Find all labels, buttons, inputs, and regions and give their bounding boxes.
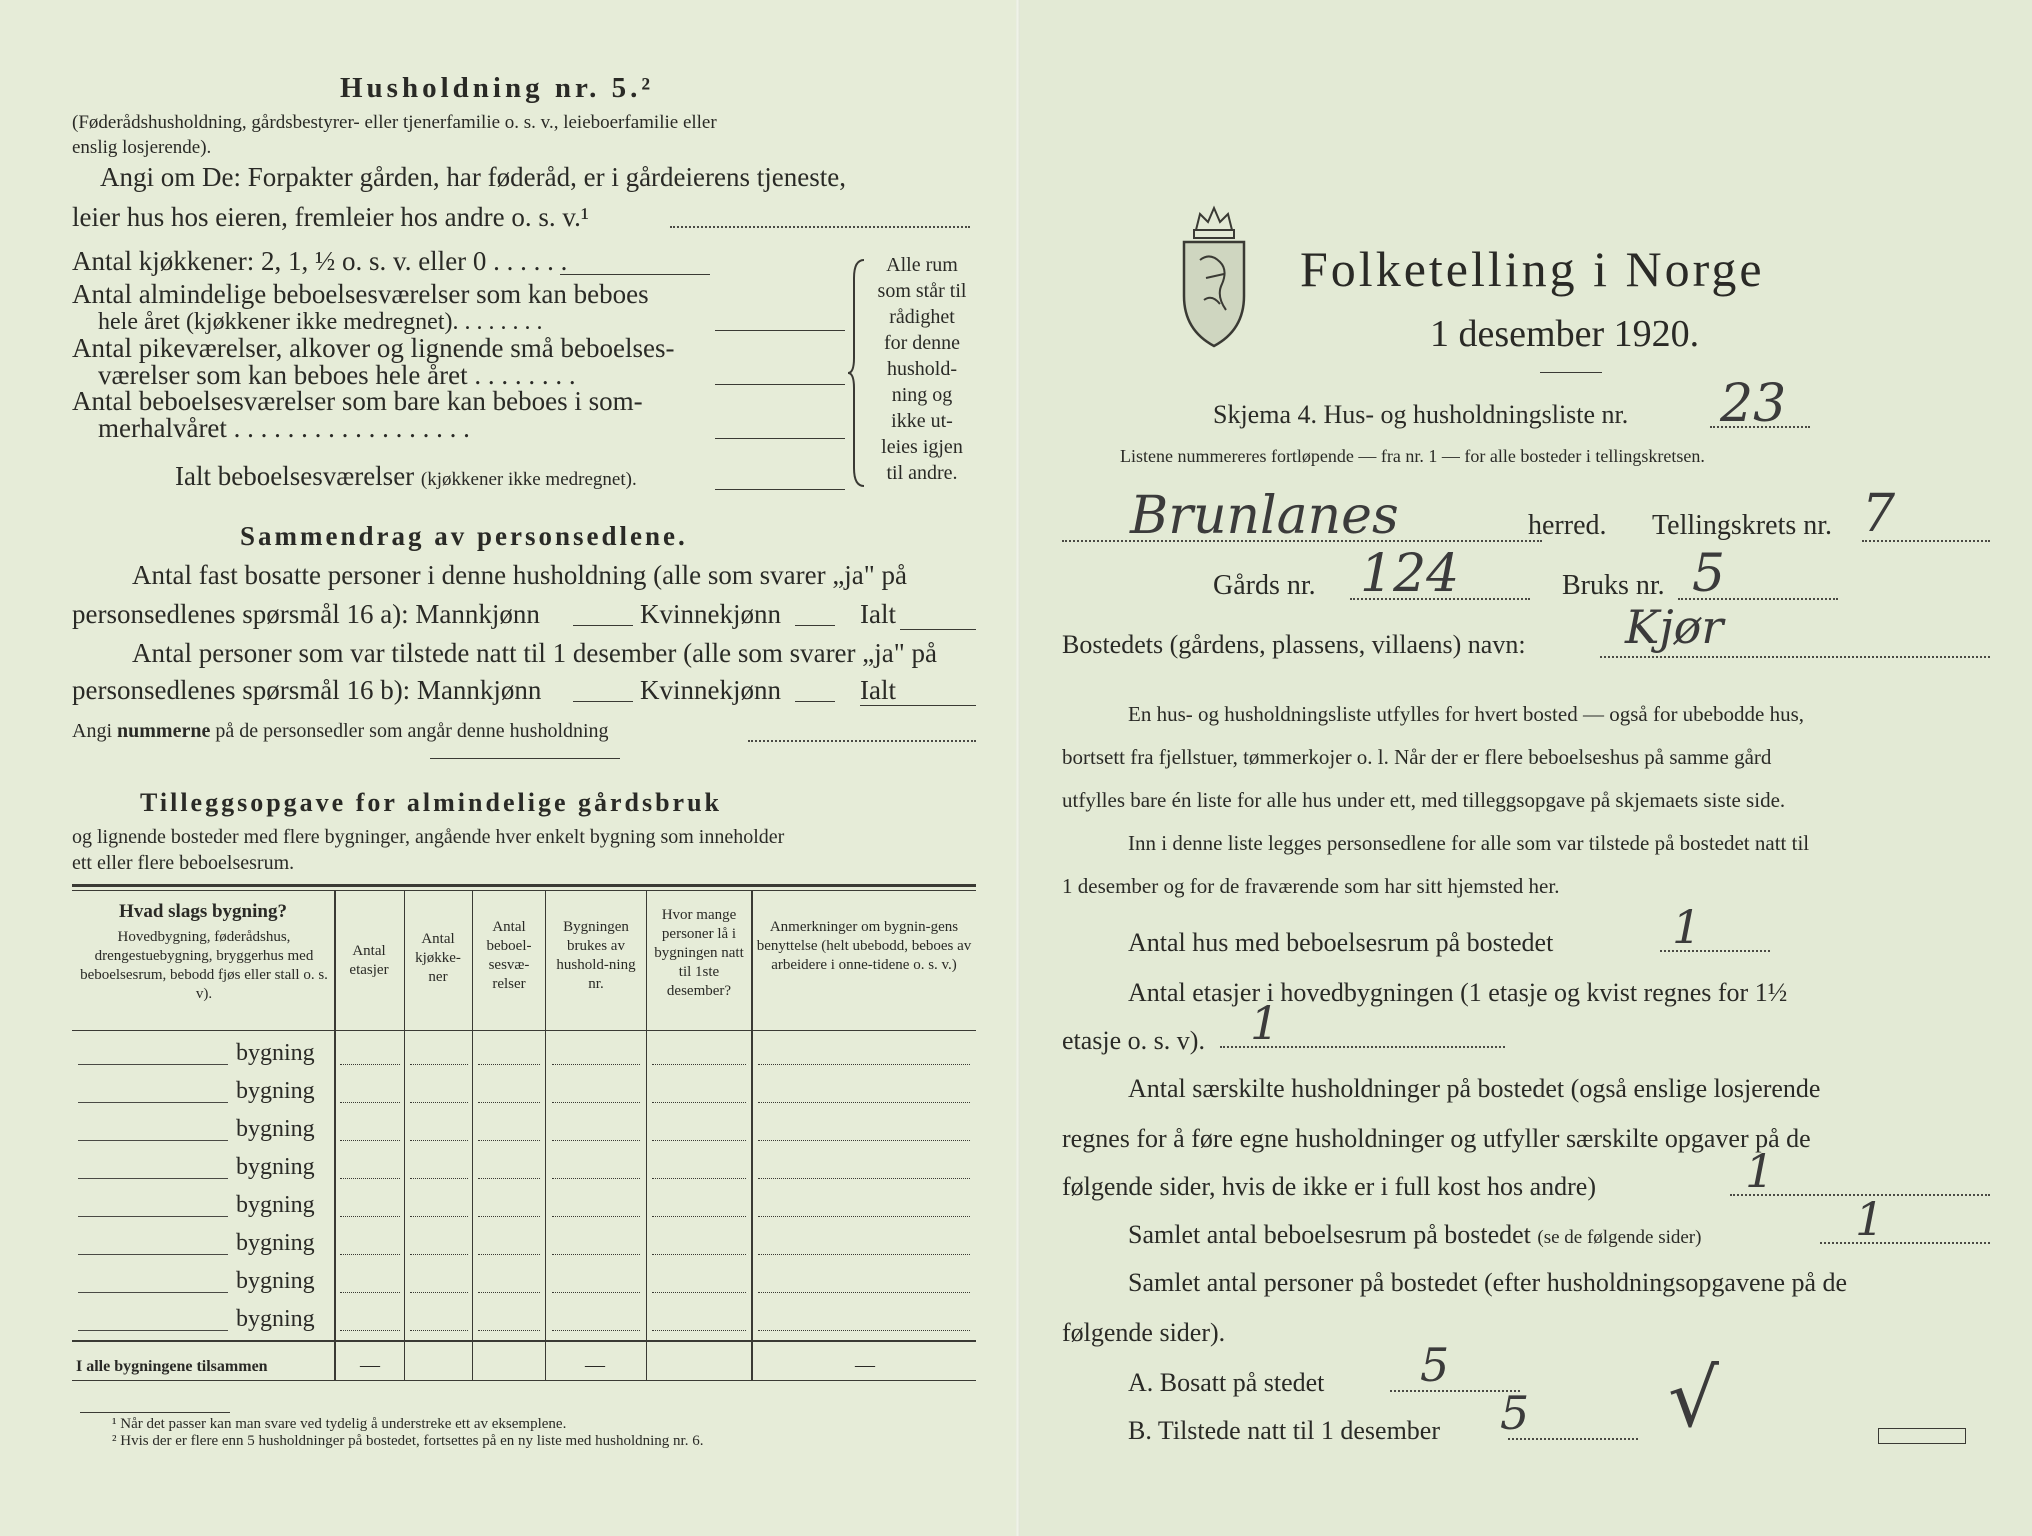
row-cell-line <box>552 1102 640 1103</box>
table-total-rule <box>72 1340 976 1342</box>
tillegg-title: Tilleggsopgave for almindelige gårdsbruk <box>140 788 723 817</box>
q-hush-3: følgende sider, hvis de ikke er i full kost hos andre) <box>1062 1172 1596 1201</box>
row-cell-line <box>758 1292 970 1293</box>
right-page <box>1020 0 2032 1536</box>
row-cell-line <box>478 1140 540 1141</box>
nummerne-fill <box>748 740 976 742</box>
rooms-ordinary-2: hele året (kjøkkener ikke medregnet). . . . . . . . <box>98 309 543 335</box>
printer-stamp <box>1878 1428 1966 1444</box>
row-cell-line <box>552 1216 640 1217</box>
col-building-sub: Hovedbygning, føderådshus, drengestuebygning, bryggerhus med beboelsesrum, bebodd fjøs eller stall o. s. v). <box>80 929 328 1002</box>
footnote-rule <box>80 1412 230 1413</box>
row-cell-line <box>410 1292 468 1293</box>
tellingskrets-value: 7 <box>1862 484 1896 544</box>
total-dash: — <box>855 1354 875 1376</box>
census-title: Folketelling i Norge <box>1300 241 1765 297</box>
para1-line1: En hus- og husholdningsliste utfylles for hvert bosted — også for ubebodde hus, <box>1128 702 1804 726</box>
q-hush-value: 1 <box>1745 1144 1775 1198</box>
q-hus-label: Antal hus med beboelsesrum på bostedet <box>1128 928 1554 957</box>
table-col-divider <box>404 890 405 1380</box>
row-label: bygning <box>236 1116 315 1142</box>
b-value: 5 <box>1500 1386 1530 1440</box>
title-divider <box>1540 372 1602 373</box>
q-rum-fill <box>1820 1242 1990 1244</box>
row-cell-line <box>478 1102 540 1103</box>
gards-value: 124 <box>1360 544 1460 604</box>
angi-nummerne-rest: på de personsedler som angår denne husholdning <box>215 720 609 742</box>
gards-label: Gårds nr. <box>1213 570 1316 601</box>
household-paren-1: (Føderådshusholdning, gårdsbestyrer- eller tjenerfamilie o. s. v., leieboerfamilie eller <box>72 112 717 133</box>
summer-fill <box>715 438 845 439</box>
row-label: bygning <box>236 1078 315 1104</box>
b-fill <box>1508 1438 1638 1440</box>
divider-short <box>430 758 620 759</box>
row-cell-line <box>340 1178 400 1179</box>
col-floors: Antal etasjer <box>349 943 389 978</box>
angi-nummerne-bold: nummerne <box>117 720 211 742</box>
tellingskrets-fill <box>1862 540 1990 542</box>
ialt-fill-b <box>860 705 976 706</box>
col-rooms: Antal beboel-sesvæ-relser <box>486 919 532 992</box>
row-cell-line <box>478 1330 540 1331</box>
kvinne-fill-a <box>795 625 835 626</box>
row-cell-line <box>652 1254 746 1255</box>
kitchens-fill <box>560 274 710 275</box>
summary-title: Sammendrag av personsedlene. <box>240 521 688 551</box>
q-hus-fill <box>1660 950 1770 952</box>
col-building-title: Hvad slags bygning? <box>119 901 287 922</box>
row-cell-line <box>758 1102 970 1103</box>
row-label: bygning <box>236 1268 315 1294</box>
census-date: 1 desember 1920. <box>1430 313 1700 355</box>
side-note-line: ning og <box>891 384 953 406</box>
row-cell-line <box>652 1102 746 1103</box>
side-note-line: til andre. <box>886 462 958 484</box>
rooms-maid-2: værelser som kan beboes hele året . . . . . . . . <box>98 360 576 390</box>
herred-fill <box>1062 540 1542 542</box>
row-cell-line <box>758 1216 970 1217</box>
angi-line-1: Angi om De: Forpakter gården, har føderåd, er i gårdeierens tjeneste, <box>100 162 846 192</box>
bostedets-fill <box>1600 656 1990 658</box>
summary-line-3: Antal personer som var tilstede natt til 1 desember (alle som svarer „ja" på <box>132 638 938 668</box>
row-cell-line <box>758 1330 970 1331</box>
row-label: bygning <box>236 1040 315 1066</box>
row-cell-line <box>552 1140 640 1141</box>
herred-value: Brunlanes <box>1130 486 1399 546</box>
tillegg-text-2: ett eller flere beboelsesrum. <box>72 852 295 874</box>
para1-line3: utfylles bare én liste for alle hus under ett, med tilleggsopgave på skjemaets siste side. <box>1062 788 1786 812</box>
row-cell-line <box>340 1102 400 1103</box>
a-value: 5 <box>1420 1338 1450 1392</box>
table-top-rule <box>72 884 976 887</box>
a-label: A. Bosatt på stedet <box>1128 1368 1325 1397</box>
row-label: bygning <box>236 1306 315 1332</box>
row-cell-line <box>552 1292 640 1293</box>
row-cell-line <box>410 1254 468 1255</box>
row-cell-line <box>652 1064 746 1065</box>
col-kitchens: Antal kjøkke-ner <box>415 931 461 985</box>
row-cell-line <box>340 1330 400 1331</box>
ialt-rooms <box>175 461 637 492</box>
herred-label: herred. <box>1528 510 1607 541</box>
side-note-line: leies igjen <box>881 436 963 458</box>
bostedets-label: Bostedets (gårdens, plassens, villaens) navn: <box>1062 630 1526 659</box>
q-rum-value: 1 <box>1855 1192 1885 1246</box>
bruks-value: 5 <box>1692 544 1726 604</box>
household-title: Husholdning nr. 5.² <box>340 72 655 104</box>
row-cell-line <box>478 1178 540 1179</box>
q-etasjer-fill <box>1220 1046 1505 1048</box>
angi-line-2: leier hus hos eieren, fremleier hos andre o. s. v.¹ <box>72 202 589 232</box>
table-col-divider <box>646 890 647 1380</box>
summary-line-2: personsedlenes spørsmål 16 a): Mannkjønn <box>72 599 540 629</box>
side-note <box>866 252 978 486</box>
summary-line-1: Antal fast bosatte personer i denne husholdning (alle som svarer „ja" på <box>132 560 908 590</box>
row-cell-line <box>340 1140 400 1141</box>
brace-icon <box>848 258 868 488</box>
q-etasjer-1: Antal etasjer i hovedbygningen (1 etasje og kvist regnes for 1½ <box>1128 978 1788 1007</box>
side-note-line: ikke ut- <box>891 410 953 432</box>
listene-note: Listene nummereres fortløpende — fra nr. 1 — for alle bosteder i tellingskretsen. <box>1120 446 1705 466</box>
col-persons: Hvor mange personer lå i bygningen natt til 1ste desember? <box>654 907 744 999</box>
table-top-rule-2 <box>72 890 976 891</box>
b-label: B. Tilstede natt til 1 desember <box>1128 1416 1440 1445</box>
row-cell-line <box>340 1254 400 1255</box>
row-cell-line <box>410 1216 468 1217</box>
maid-fill <box>715 384 845 385</box>
kvinne-fill-b <box>795 701 835 702</box>
row-fill-line <box>78 1216 228 1217</box>
side-note-line: rådighet <box>889 306 955 328</box>
row-cell-line <box>340 1064 400 1065</box>
q-pers-2: følgende sider). <box>1062 1318 1226 1347</box>
skjema-value: 23 <box>1720 374 1787 434</box>
row-label: bygning <box>236 1230 315 1256</box>
row-cell-line <box>478 1216 540 1217</box>
row-fill-line <box>78 1254 228 1255</box>
table-bottom-rule <box>72 1380 976 1381</box>
q-hus-value: 1 <box>1672 900 1702 954</box>
row-cell-line <box>552 1330 640 1331</box>
check-mark: √ <box>1668 1352 1719 1445</box>
row-cell-line <box>758 1254 970 1255</box>
row-cell-line <box>552 1254 640 1255</box>
row-cell-line <box>410 1178 468 1179</box>
angi-nummerne <box>72 720 609 743</box>
q-hush-1: Antal særskilte husholdninger på bostedet (også enslige losjerende <box>1128 1074 1821 1103</box>
q-rum-note: (se de følgende sider) <box>1537 1227 1702 1248</box>
row-cell-line <box>410 1140 468 1141</box>
row-cell-line <box>478 1292 540 1293</box>
summary-line-4: personsedlenes spørsmål 16 b): Mannkjønn <box>72 675 542 705</box>
side-note-line: for denne <box>883 332 961 354</box>
footnote-2: ² Hvis der er flere enn 5 husholdninger på bostedet, fortsettes på en ny liste med husholdning nr. 6. <box>112 1433 704 1449</box>
row-fill-line <box>78 1178 228 1179</box>
rooms-maid-1: Antal pikeværelser, alkover og lignende små beboelses- <box>72 333 675 363</box>
ialt-b: Ialt <box>860 675 896 705</box>
mann-fill-b <box>573 701 633 702</box>
total-dash: — <box>585 1354 605 1376</box>
ordinary-fill <box>715 330 845 331</box>
q-etasjer-value: 1 <box>1250 996 1280 1050</box>
row-cell-line <box>552 1064 640 1065</box>
para2-line1: Inn i denne liste legges personsedlene for alle som var tilstede på bostedet natt til <box>1128 831 1810 855</box>
kvinne-a: Kvinnekjønn <box>640 599 781 629</box>
gards-fill <box>1350 598 1530 600</box>
ialt-rooms-label: Ialt beboelsesværelser <box>175 461 415 491</box>
rooms-kitchens: Antal kjøkkener: 2, 1, ½ o. s. v. eller 0 . . . . . . <box>72 246 568 276</box>
row-cell-line <box>410 1064 468 1065</box>
row-fill-line <box>78 1102 228 1103</box>
row-fill-line <box>78 1140 228 1141</box>
side-note-line: hushold- <box>887 358 957 380</box>
ialt-a: Ialt <box>860 599 896 629</box>
angi-nummerne-lead: Angi <box>72 720 112 742</box>
row-label: bygning <box>236 1192 315 1218</box>
col-household-nr: Bygningen brukes av hushold-ning nr. <box>556 919 636 992</box>
tellingskrets-label: Tellingskrets nr. <box>1652 510 1833 541</box>
ialt-fill-a <box>900 629 976 630</box>
col-remarks: Anmerkninger om bygnin-gens benyttelse (helt ubebodd, beboes av arbeidere i onne-tidene o. s. v.) <box>756 919 972 973</box>
household-paren-2: enslig losjerende). <box>72 137 212 158</box>
footnote-1: ¹ Når det passer kan man svare ved tydelig å understreke ett av eksemplene. <box>112 1416 567 1432</box>
tillegg-text-1: og lignende bosteder med flere bygninger, angående hver enkelt bygning som inneholder <box>72 826 785 848</box>
row-cell-line <box>652 1216 746 1217</box>
para2-line2: 1 desember og for de fraværende som har sitt hjemsted her. <box>1062 874 1560 898</box>
row-cell-line <box>652 1330 746 1331</box>
rooms-summer-2: merhalvåret . . . . . . . . . . . . . . . . . . <box>98 413 470 443</box>
table-header-rule <box>72 1030 976 1031</box>
ialt-rooms-note: (kjøkkener ikke medregnet). <box>420 469 637 490</box>
skjema-fill <box>1710 426 1810 428</box>
row-cell-line <box>410 1330 468 1331</box>
q-rum-label: Samlet antal beboelsesrum på bostedet <box>1128 1220 1531 1249</box>
row-cell-line <box>652 1140 746 1141</box>
bruks-label: Bruks nr. <box>1562 570 1665 601</box>
row-cell-line <box>758 1064 970 1065</box>
row-cell-line <box>652 1178 746 1179</box>
row-fill-line <box>78 1064 228 1065</box>
row-cell-line <box>652 1292 746 1293</box>
side-note-line: som står til <box>877 280 967 302</box>
row-cell-line <box>758 1178 970 1179</box>
row-cell-line <box>340 1292 400 1293</box>
row-fill-line <box>78 1330 228 1331</box>
mann-fill-a <box>573 625 633 626</box>
row-fill-line <box>78 1292 228 1293</box>
row-cell-line <box>552 1178 640 1179</box>
row-cell-line <box>478 1254 540 1255</box>
coat-of-arms-icon <box>1176 200 1252 350</box>
rooms-ordinary-1: Antal almindelige beboelsesværelser som kan beboes <box>72 279 649 309</box>
angi-fill-line <box>670 226 970 228</box>
q-rum <box>1128 1220 1701 1250</box>
bostedets-value: Kjør <box>1625 600 1724 654</box>
q-etasjer-2: etasje o. s. v). <box>1062 1026 1205 1055</box>
q-pers-1: Samlet antal personer på bostedet (efter husholdningsopgavene på de <box>1128 1268 1848 1297</box>
ialt-rooms-fill <box>715 489 845 490</box>
side-note-line: Alle rum <box>886 254 958 276</box>
total-dash: — <box>360 1354 380 1376</box>
row-cell-line <box>758 1140 970 1141</box>
table-col-divider <box>545 890 546 1380</box>
row-cell-line <box>410 1102 468 1103</box>
para1-line2: bortsett fra fjellstuer, tømmerkojer o. l. Når der er flere beboelseshus på samme gård <box>1062 745 1772 769</box>
table-col-divider <box>472 890 473 1380</box>
row-cell-line <box>478 1064 540 1065</box>
q-hush-2: regnes for å føre egne husholdninger og utfyller særskilte opgaver på de <box>1062 1124 1811 1153</box>
rooms-summer-1: Antal beboelsesværelser som bare kan beboes i som- <box>72 386 643 416</box>
total-label: I alle bygningene tilsammen <box>76 1358 268 1375</box>
row-cell-line <box>340 1216 400 1217</box>
kvinne-b: Kvinnekjønn <box>640 675 781 705</box>
skjema-label: Skjema 4. Hus- og husholdningsliste nr. <box>1213 400 1629 429</box>
row-label: bygning <box>236 1154 315 1180</box>
